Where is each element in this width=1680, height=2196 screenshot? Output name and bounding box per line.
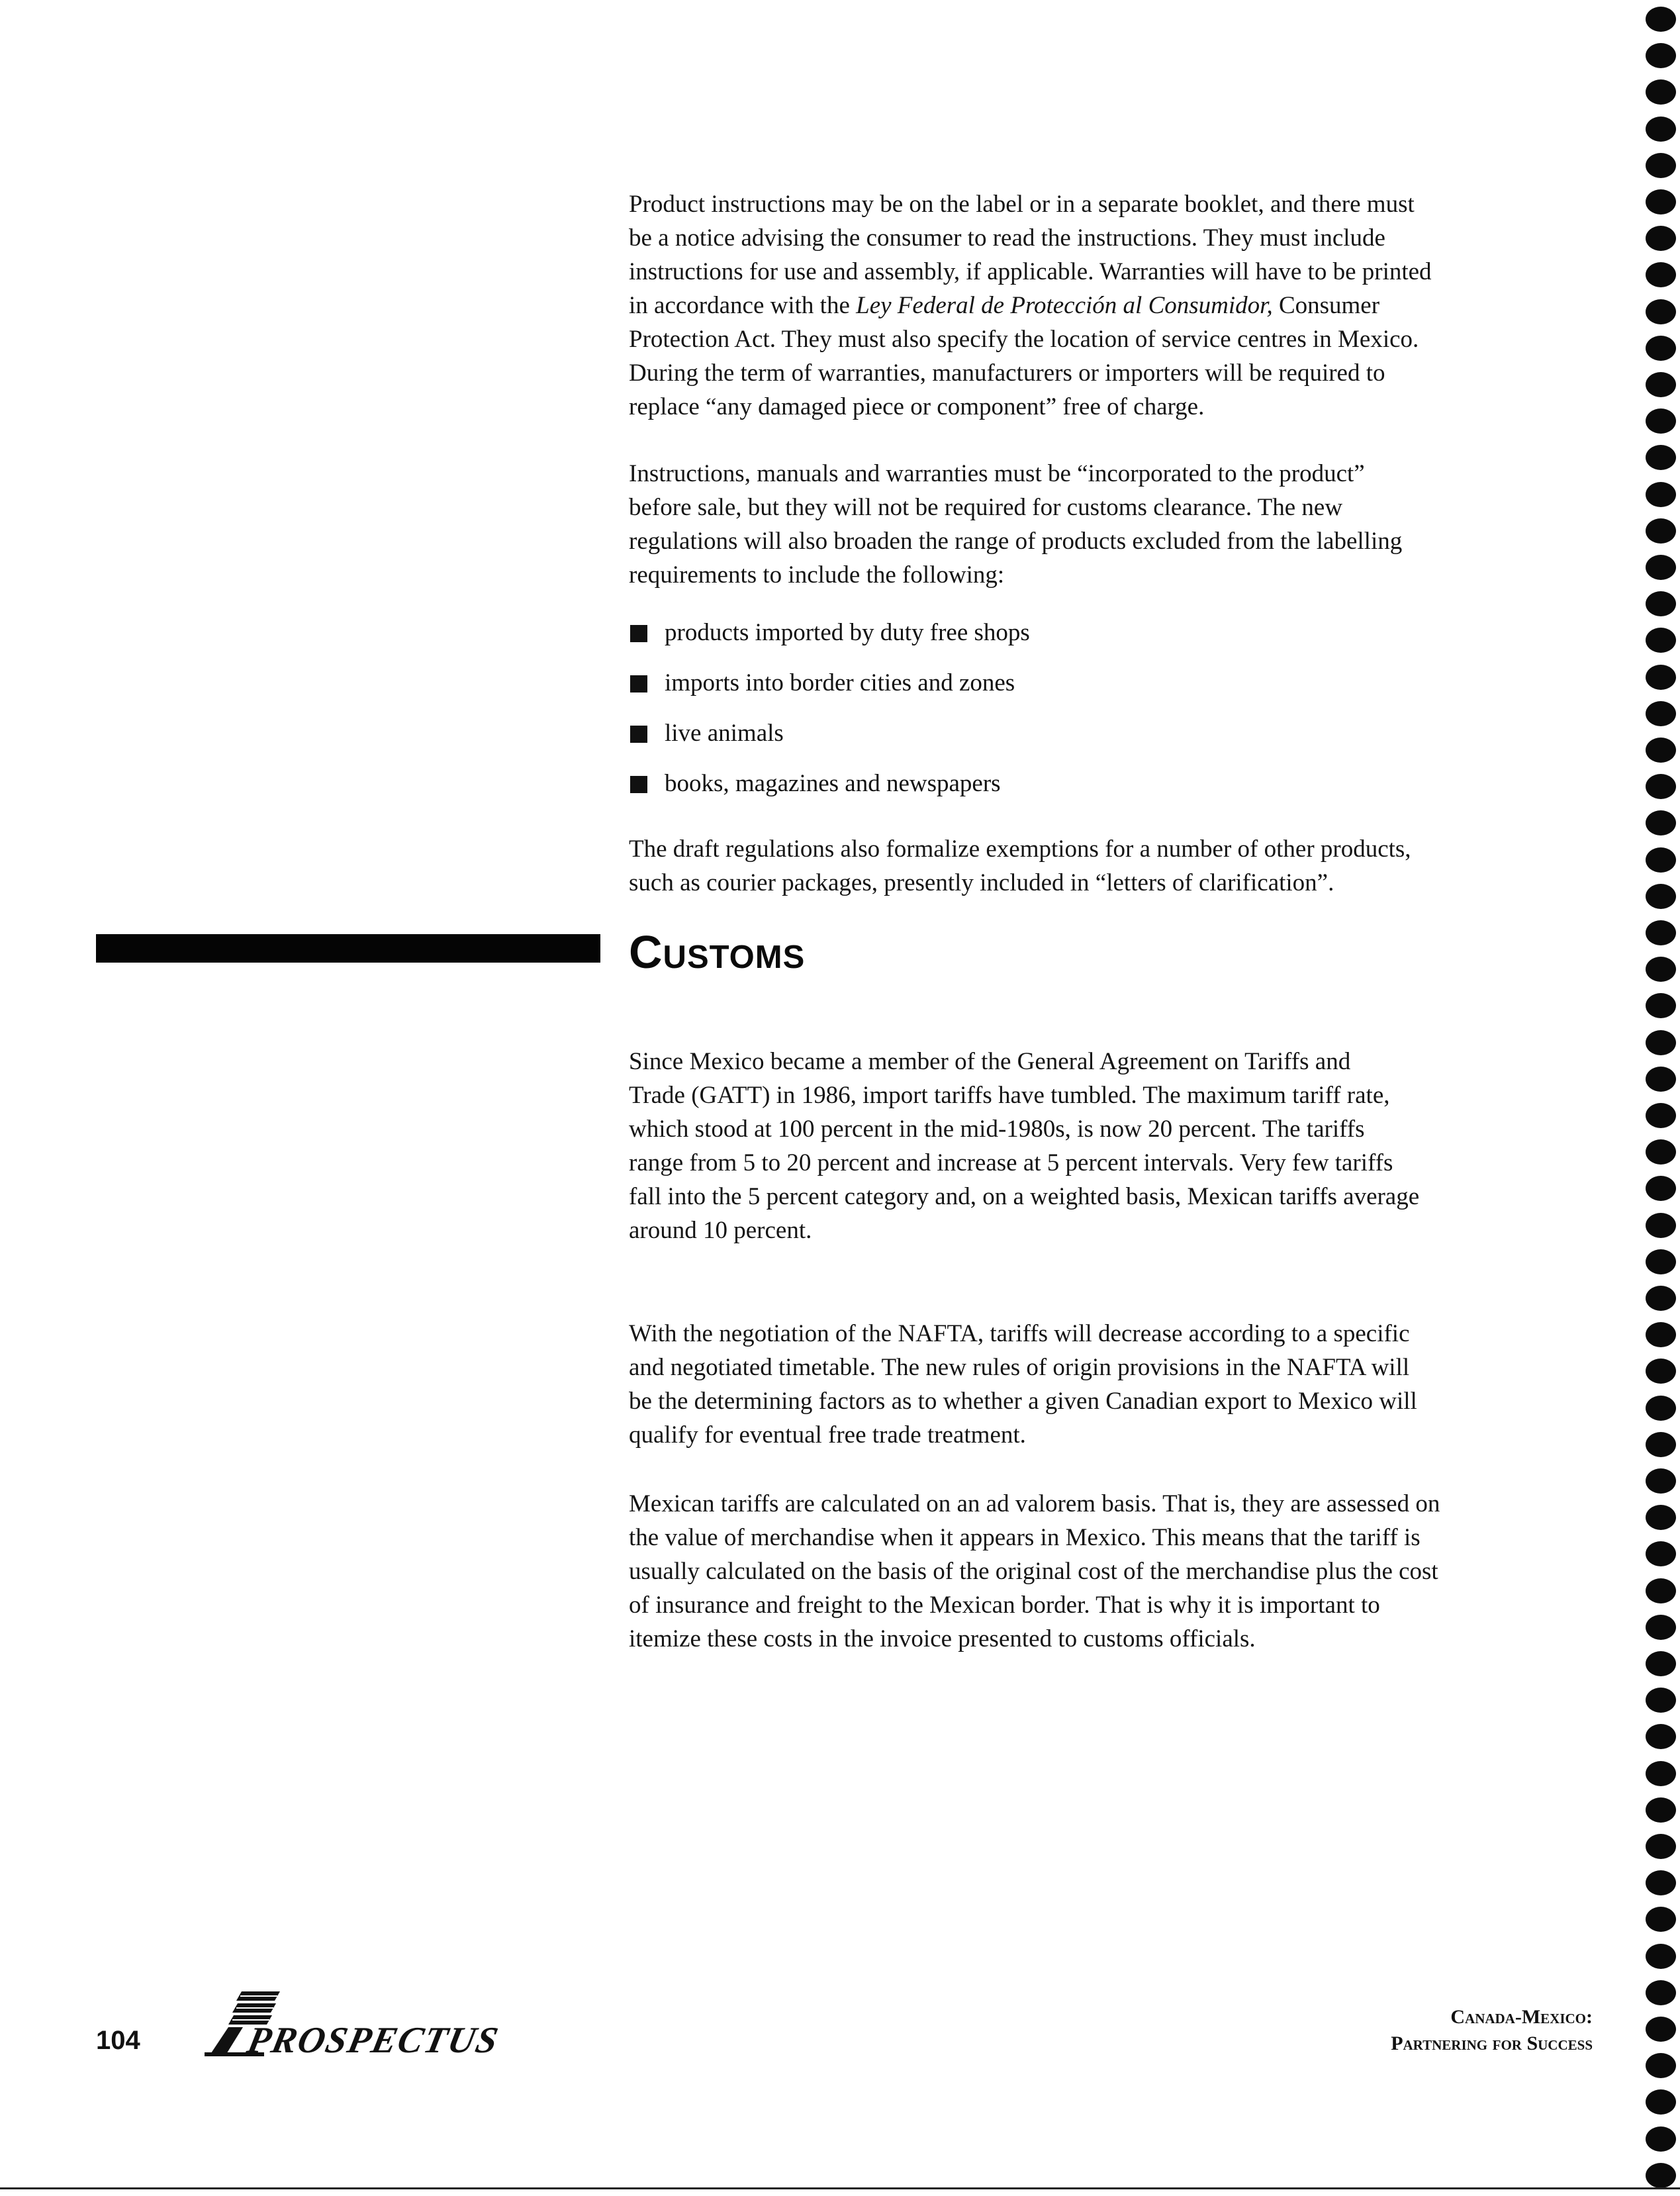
binding-hole [1646,847,1676,873]
list-item-text: books, magazines and newspapers [665,770,1001,797]
binding-hole [1646,1176,1676,1201]
prospectus-logo [202,1986,503,2061]
publication-title-line: Partnering for Success [1391,2032,1593,2054]
binding-hole [1646,7,1676,32]
binding-hole [1646,408,1676,434]
square-bullet-icon [630,776,647,793]
binding-hole [1646,628,1676,653]
paragraph-draft-regulations [629,832,1595,900]
binding-hole [1646,153,1676,178]
binding-hole [1646,336,1676,361]
binding-hole [1646,884,1676,909]
binding-hole [1646,372,1676,397]
binding-hole [1646,738,1676,763]
list-item [629,716,1556,767]
binding-hole [1646,189,1676,215]
list-item-text: live animals [665,720,784,747]
binding-hole [1646,1030,1676,1055]
binding-hole [1646,1724,1676,1749]
text-line: The draft regulations also formalize exemptions for a number of other products, [629,835,1411,863]
binding-hole [1646,1870,1676,1895]
binding-hole [1646,665,1676,690]
binding-hole [1646,79,1676,105]
binding-hole [1646,1067,1676,1092]
text-line: qualify for eventual free trade treatment. [629,1421,1026,1449]
binding-hole [1646,117,1676,142]
text-line: instructions for use and assembly, if applicable. Warranties will have to be printed [629,258,1432,285]
binding-hole [1646,1468,1676,1494]
binding-hole [1646,1651,1676,1676]
binding-hole [1646,299,1676,324]
text-line: Instructions, manuals and warranties must be “incorporated to the product” [629,460,1365,487]
binding-hole [1646,482,1676,507]
page-edge-line [0,2187,1680,2189]
text-line: itemize these costs in the invoice presented to customs officials. [629,1625,1256,1652]
text-line: be the determining factors as to whether a given Canadian export to Mexico will [629,1388,1417,1415]
binding-hole [1646,2017,1676,2042]
binding-hole [1646,1578,1676,1603]
law-title: Ley Federal de Protección al Consumidor, [856,292,1273,319]
square-bullet-icon [630,625,647,642]
text-line: usually calculated on the basis of the original cost of the merchandise plus the cost [629,1558,1438,1585]
text-line: range from 5 to 20 percent and increase at 5 percent intervals. Very few tariffs [629,1149,1393,1176]
section-rule-bar [96,934,600,963]
binding-hole [1646,262,1676,287]
text-line: of insurance and freight to the Mexican border. That is why it is important to [629,1592,1380,1619]
binding-hole [1646,1139,1676,1165]
binding-hole [1646,1797,1676,1823]
list-item-text: products imported by duty free shops [665,619,1030,646]
text-line: the value of merchandise when it appears in Mexico. This means that the tariff is [629,1524,1421,1551]
section-heading: Customs [629,926,806,978]
binding-hole [1646,1249,1676,1274]
text-line: replace “any damaged piece or component” free of charge. [629,393,1205,420]
binding-hole [1646,2163,1676,2188]
binding-hole [1646,1322,1676,1347]
text-line: before sale, but they will not be required for customs clearance. The new [629,494,1343,521]
binding-hole [1646,774,1676,799]
binding-hole [1646,1761,1676,1786]
text-line: regulations will also broaden the range of products excluded from the labelling [629,528,1403,555]
binding-hole [1646,1396,1676,1421]
square-bullet-icon [630,675,647,692]
binding-hole [1646,1505,1676,1530]
exclusions-list [629,616,1556,817]
binding-hole [1646,1980,1676,2005]
text-line: requirements to include the following: [629,561,1005,589]
binding-hole [1646,555,1676,580]
text-segment: in accordance with the [629,292,857,319]
paragraph-gatt [629,1045,1595,1247]
text-line: Mexican tariffs are calculated on an ad valorem basis. That is, they are assessed on [629,1490,1440,1517]
publication-title [1391,2004,1593,2057]
paragraph-instructions-manuals [629,457,1595,592]
binding-hole [1646,1688,1676,1713]
square-bullet-icon [630,726,647,743]
binding-hole [1646,1944,1676,1969]
binding-hole [1646,2126,1676,2152]
binding-hole [1646,1213,1676,1238]
binding-hole [1646,993,1676,1018]
binding-hole [1646,2053,1676,2078]
binding-hole [1646,1907,1676,1932]
binding-hole [1646,1834,1676,1859]
binding-hole [1646,1286,1676,1311]
text-segment: Consumer [1272,292,1380,319]
text-line [629,289,1595,322]
text-line: Since Mexico became a member of the General Agreement on Tariffs and [629,1048,1351,1075]
binding-hole [1646,701,1676,726]
paragraph-product-instructions [629,187,1595,424]
text-line: and negotiated timetable. The new rules of origin provisions in the NAFTA will [629,1354,1410,1381]
text-line: fall into the 5 percent category and, on a weighted basis, Mexican tariffs average [629,1183,1420,1210]
publication-title-line: Canada-Mexico: [1450,2006,1593,2028]
binding-hole [1646,1615,1676,1640]
binding-hole [1646,1103,1676,1128]
text-line: around 10 percent. [629,1217,812,1244]
text-line: such as courier packages, presently included in “letters of clarification”. [629,869,1334,896]
binding-hole [1646,957,1676,982]
binding-hole [1646,2089,1676,2115]
logo-wordmark: PROSPECTUS [244,2020,503,2061]
text-line: Product instructions may be on the label or in a separate booklet, and there must [629,191,1415,218]
list-item [629,616,1556,666]
binding-hole [1646,43,1676,68]
paragraph-ad-valorem [629,1487,1595,1656]
binding-hole [1646,920,1676,945]
text-line: Trade (GATT) in 1986, import tariffs have tumbled. The maximum tariff rate, [629,1082,1390,1109]
list-item-text: imports into border cities and zones [665,669,1015,696]
binding-hole [1646,1541,1676,1566]
binding-hole [1646,1359,1676,1384]
binding-hole [1646,591,1676,616]
binding-hole [1646,1432,1676,1457]
text-line: be a notice advising the consumer to read the instructions. They must include [629,224,1385,252]
page-number: 104 [96,2026,140,2055]
binding-hole [1646,445,1676,470]
text-line: With the negotiation of the NAFTA, tariffs will decrease according to a specific [629,1320,1410,1347]
text-line: Protection Act. They must also specify the location of service centres in Mexico. [629,326,1419,353]
binding-hole [1646,518,1676,544]
binding-hole [1646,810,1676,835]
list-item [629,767,1556,817]
spiral-binding [1632,0,1680,2196]
binding-hole [1646,226,1676,251]
text-line: During the term of warranties, manufacturers or importers will be required to [629,359,1385,387]
paragraph-nafta [629,1317,1595,1452]
text-line: which stood at 100 percent in the mid-1980s, is now 20 percent. The tariffs [629,1116,1365,1143]
list-item [629,666,1556,716]
